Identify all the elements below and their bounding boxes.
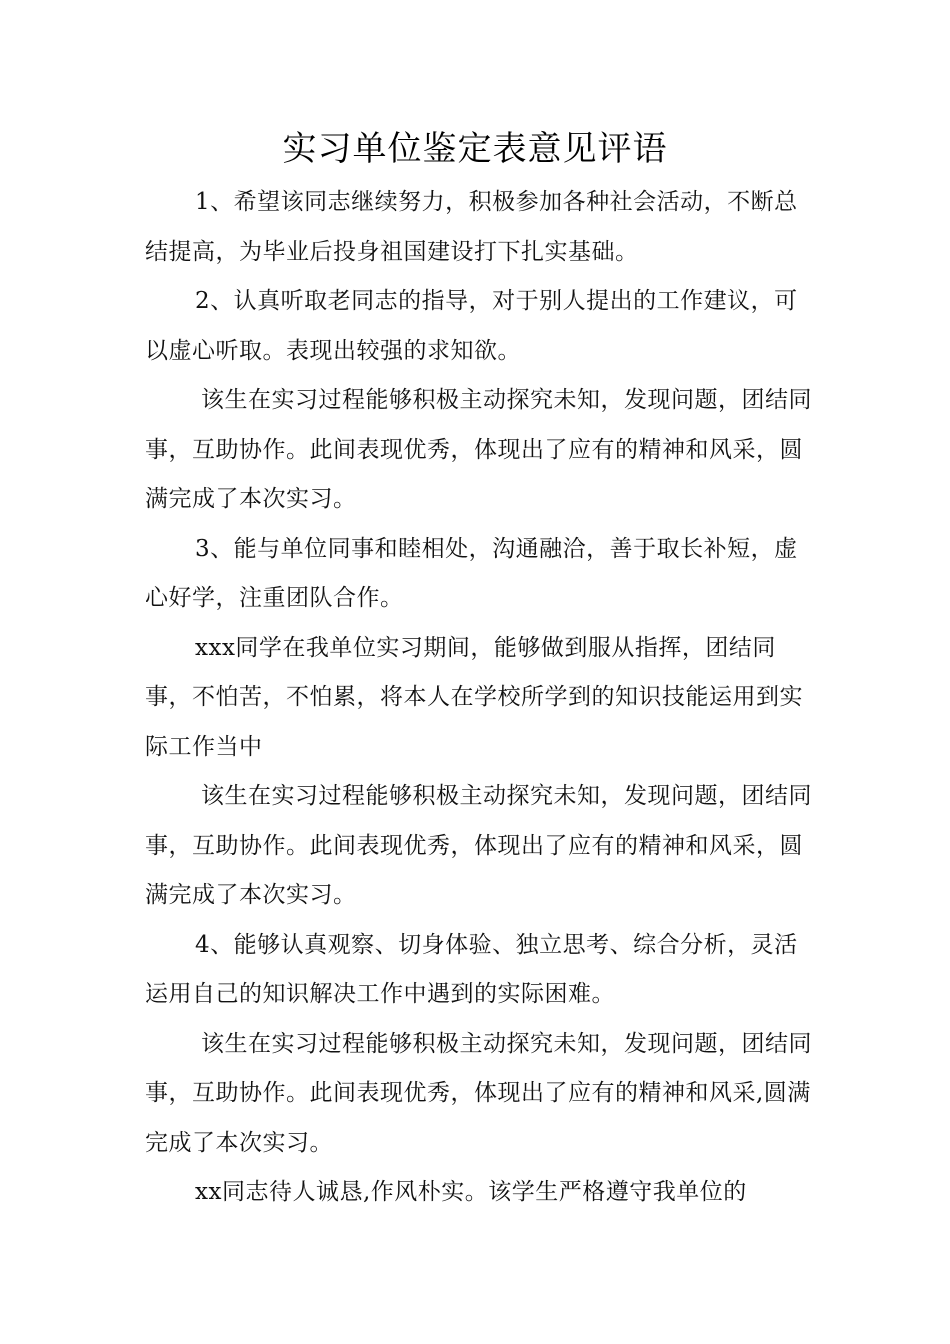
paragraph-7: 4、能够认真观察、切身体验、独立思考、综合分析，灵活运用自己的知识解决工作中遇到的实际困难。 (145, 931, 798, 1007)
paragraph-9: xx同志待人诚恳,作风朴实。该学生严格遵守我单位的 (195, 1179, 747, 1205)
paragraph-6: 该生在实习过程能够积极主动探究未知，发现问题，团结同事，互助协作。此间表现优秀，体现出了应有的精神和风采，圆满完成了本次实习。 (145, 783, 812, 908)
paragraph-2: 2、认真听取老同志的指导，对于别人提出的工作建议，可以虚心听取。表现出较强的求知欲。 (145, 288, 798, 364)
paragraph-5: xxx同学在我单位实习期间，能够做到服从指挥，团结同事，不怕苦，不怕累，将本人在学校所学到的知识技能运用到实际工作当中 (145, 634, 803, 760)
paragraph-4: 3、能与单位同事和睦相处，沟通融洽，善于取长补短，虚心好学，注重团队合作。 (145, 535, 798, 611)
document-title: 实习单位鉴定表意见评语 (282, 129, 668, 169)
paragraph-8: 该生在实习过程能够积极主动探究未知，发现问题，团结同事，互助协作。此间表现优秀，体现出了应有的精神和风采,圆满完成了本次实习。 (145, 1030, 812, 1156)
document-body (145, 178, 815, 1218)
paragraph-3: 该生在实习过程能够积极主动探究未知，发现问题，团结同事，互助协作。此间表现优秀，体现出了应有的精神和风采，圆满完成了本次实习。 (145, 387, 812, 512)
paragraph-1: 1、希望该同志继续努力，积极参加各种社会活动，不断总结提高，为毕业后投身祖国建设打下扎实基础。 (145, 189, 798, 265)
